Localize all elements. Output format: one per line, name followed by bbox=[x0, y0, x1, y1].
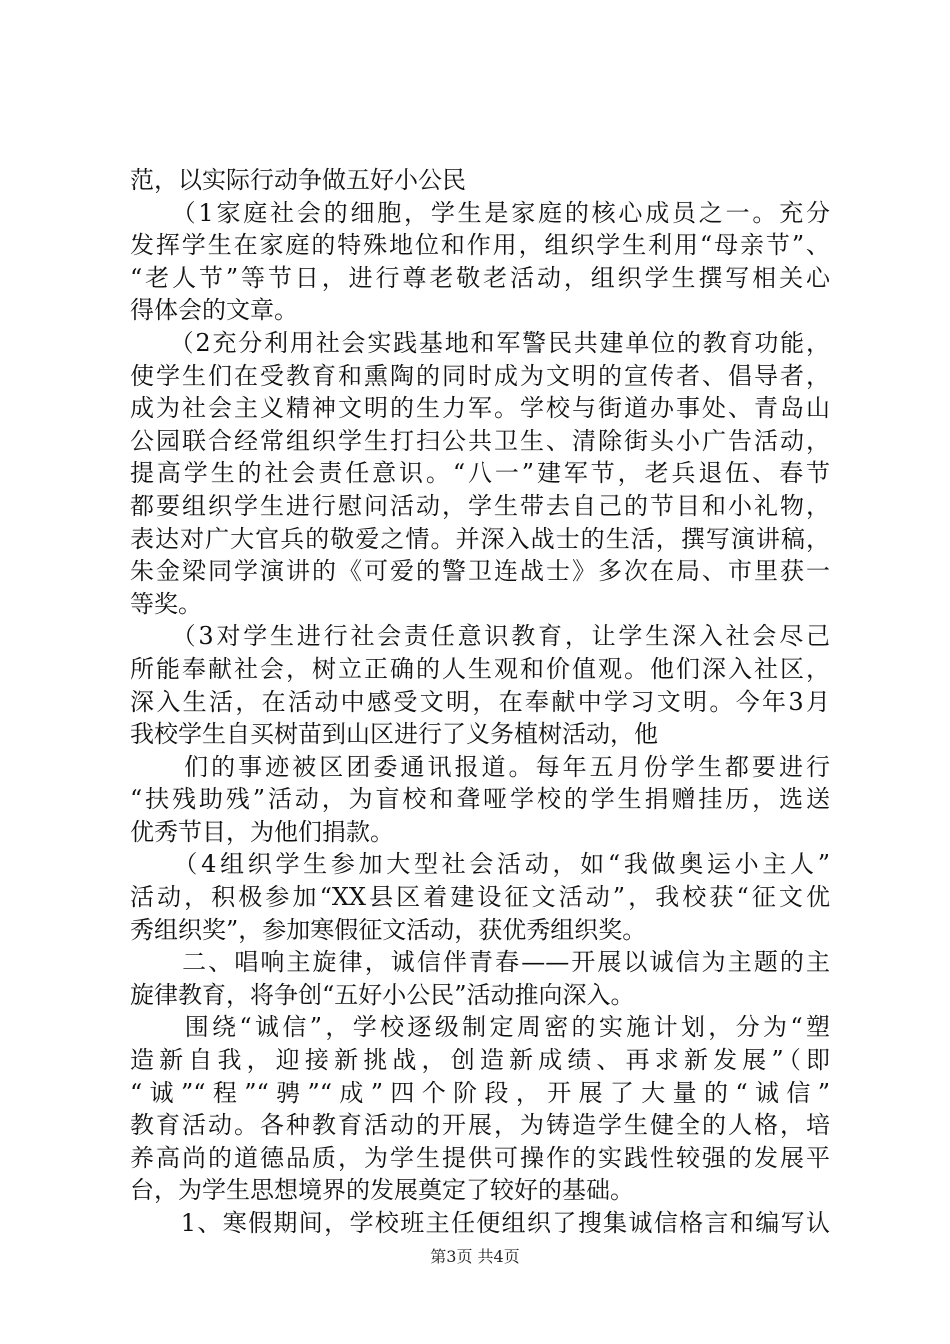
text-line: 都要组织学生进行慰问活动，学生带去自己的节目和小礼物， bbox=[130, 491, 830, 520]
text-line: 1、寒假期间，学校班主任便组织了搜集诚信格言和编写认 bbox=[130, 1209, 830, 1237]
text-line: 成为社会主义精神文明的生力军。学校与街道办事处、青岛山 bbox=[130, 394, 830, 423]
text-line: “诚”“程”“骋”“成”四个阶段，开展了大量的“诚信” bbox=[130, 1078, 830, 1107]
text-line: 所能奉献社会，树立正确的人生观和价值观。他们深入社区， bbox=[130, 654, 830, 683]
text-line: 等奖。 bbox=[130, 589, 202, 618]
text-line: 围绕“诚信”，学校逐级制定周密的实施计划，分为“塑 bbox=[130, 1013, 830, 1042]
text-line: 提高学生的社会责任意识。“八一”建军节，老兵退伍、春节 bbox=[130, 459, 830, 488]
text-line: （1家庭社会的细胞，学生是家庭的核心成员之一。充分 bbox=[130, 198, 830, 227]
text-line: 秀组织奖”，参加寒假征文活动，获优秀组织奖。 bbox=[130, 915, 647, 944]
text-line: 教育活动。各种教育活动的开展，为铸造学生健全的人格，培 bbox=[130, 1111, 830, 1140]
text-line: （2充分利用社会实践基地和军警民共建单位的教育功能， bbox=[130, 328, 830, 357]
text-line: 造新自我，迎接新挑战，创造新成绩、再求新发展”（即 bbox=[130, 1046, 830, 1075]
text-line: 公园联合经常组织学生打扫公共卫生、清除街头小广告活动， bbox=[130, 426, 830, 455]
text-line: “扶残助残”活动，为盲校和聋哑学校的学生捐赠挂历，选送 bbox=[130, 785, 830, 814]
text-line: 旋律教育，将争创“五好小公民”活动推向深入。 bbox=[130, 980, 635, 1009]
text-line: 我校学生自买树苗到山区进行了义务植树活动，他 bbox=[130, 720, 658, 749]
text-line: 台，为学生思想境界的发展奠定了较好的基础。 bbox=[130, 1176, 634, 1205]
text-line: （3对学生进行社会责任意识教育，让学生深入社会尽己 bbox=[130, 622, 830, 651]
text-line: （4组织学生参加大型社会活动，如“我做奥运小主人” bbox=[130, 850, 830, 879]
document-body bbox=[130, 164, 830, 1240]
text-line: 活动，积极参加“XX县区着建设征文活动”，我校获“征文优 bbox=[130, 883, 830, 912]
page-footer bbox=[0, 1244, 950, 1267]
text-line: 朱金梁同学演讲的《可爱的警卫连战士》多次在局、市里获一 bbox=[130, 557, 830, 586]
text-line: 范，以实际行动争做五好小公民 bbox=[130, 166, 466, 194]
text-line: “老人节”等节日，进行尊老敬老活动，组织学生撰写相关心 bbox=[130, 263, 830, 292]
text-line: 深入生活，在活动中感受文明，在奉献中学习文明。今年3月 bbox=[130, 687, 830, 716]
text-line: 发挥学生在家庭的特殊地位和作用，组织学生利用“母亲节”、 bbox=[130, 231, 830, 260]
text-line: 使学生们在受教育和熏陶的同时成为文明的宣传者、倡导者， bbox=[130, 361, 830, 390]
text-line: 二、唱响主旋律，诚信伴青春——开展以诚信为主题的主 bbox=[130, 948, 830, 977]
text-line: 优秀节目，为他们捐款。 bbox=[130, 817, 394, 846]
text-line: 得体会的文章。 bbox=[130, 296, 298, 325]
text-line: 们的事迹被区团委通讯报道。每年五月份学生都要进行 bbox=[130, 752, 830, 781]
text-line: 表达对广大官兵的敬爱之情。并深入战士的生活，撰写演讲稿， bbox=[130, 524, 830, 553]
text-line: 养高尚的道德品质，为学生提供可操作的实践性较强的发展平 bbox=[130, 1143, 830, 1172]
page-number-label: 第3页 共4页 bbox=[430, 1247, 520, 1266]
